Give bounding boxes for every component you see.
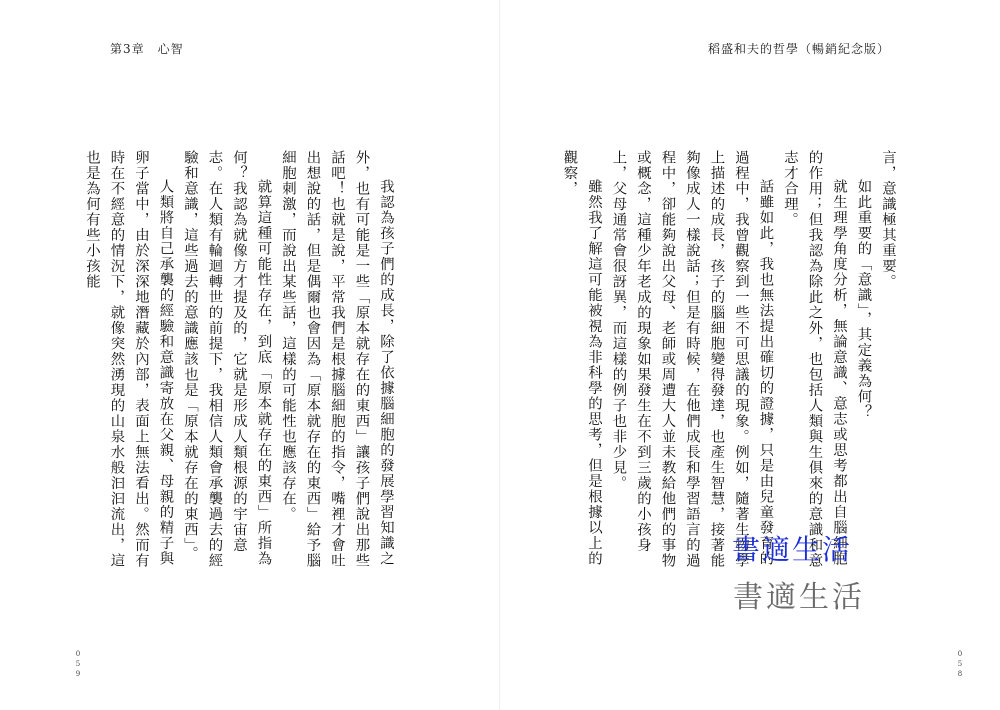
right-paragraph-4: 話雖如此，我也無法提出確切的證據，只是由兒童發育的過程中，我曾觀察到一些不可思議的現象。例如，隨著生物學上描述的成長，孩子的腦細胞變得發達，也產生智慧，接著能夠像成人一樣說話；但是有時候，在他們成長和學習語言的過程中，卻能夠說出父母、老師或周遭大人並未教給他們的事物或概念，這種少年老成的現象如果發生在不到三歲的小孩身上，父母通常會很訝異，而這樣的例子也非少見。	[610, 150, 774, 569]
left-paragraph-3: 人類將自己承襲的經驗和意識寄放在父親、母親的精子與卵子當中，由於深深地潛藏於內部，表面上無法看出。然而有時在不經意的情況下，就像突然湧現的山泉水般汩汩流出，這也是為何有些小孩能	[84, 150, 174, 569]
watermark-text: 書適生活	[732, 533, 853, 566]
right-paragraph-3: 就生理學角度分析，無論意識、意志或思考都出自腦細胞的作用；但我認為除此之外，也包括人類與生俱來的意識和意志才合理。	[782, 150, 847, 569]
right-page-body	[561, 150, 900, 580]
left-page-number: 059	[74, 650, 82, 680]
right-paragraph-1: 言，意識極其重要。	[880, 150, 896, 290]
left-paragraph-2: 就算這種可能性存在，到底「原本就存在的東西」所指為何？我認為就像方才提及的，它就是形成人類根源的宇宙意志。在人類有輪迴轉世的前提下，我相信人類會承襲過去的經驗和意識，這些過去的意識應該也是「原本就存在的東西」。	[182, 150, 272, 569]
chapter-header: 第3章 心智	[110, 42, 184, 56]
left-page-body	[84, 150, 398, 580]
right-paragraph-5: 雖然我了解這可能被視為非科學的思考，但是根據以上的觀察，	[561, 150, 602, 567]
right-paragraph-2: 如此重要的「意識」，其定義為何？	[855, 178, 872, 420]
book-title-header: 稻盛和夫的哲學（暢銷紀念版）	[707, 42, 890, 56]
brand-logo-text: 書適生活	[733, 580, 865, 615]
left-paragraph-1: 我認為孩子們的成長，除了依據腦細胞的發展學習知識之外，也有可能是一些「原本就存在的東西」讓孩子們說出那些話吧！也就是說，平常我們是根據腦細胞的指令，嘴裡才會吐出想說的話，但是偶爾也會因為「原本就存在的東西」給予腦細胞刺激，而說出某些話，這樣的可能性也應該存在。	[280, 150, 394, 569]
right-page-number: 058	[956, 650, 964, 680]
